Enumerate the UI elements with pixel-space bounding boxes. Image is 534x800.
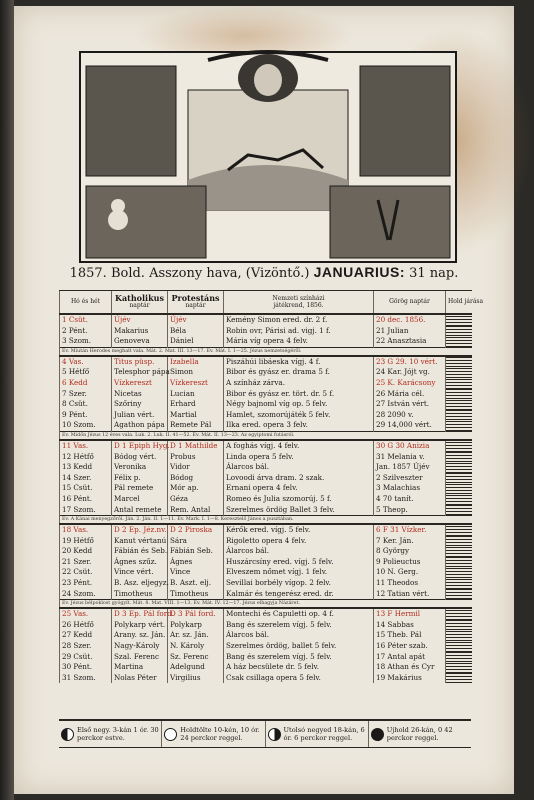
greek-calendar-cell: 2 Szilveszter — [374, 473, 446, 484]
calendar-day-row — [60, 378, 472, 389]
book-spine — [0, 0, 14, 800]
day-cell: 1 Csüt. — [60, 314, 112, 326]
moon-ornament-cell — [446, 483, 472, 494]
catholic-saint-cell: Marcel — [112, 494, 168, 505]
moon-ornament-cell — [446, 494, 472, 505]
moon-ornament-cell — [446, 356, 472, 368]
greek-calendar-cell: 15 Theb. Pál — [374, 630, 446, 641]
moon-ornament-cell — [446, 452, 472, 463]
protestant-saint-cell: Sára — [168, 536, 224, 547]
catholic-saint-cell: D 1 Epiph Hyg. — [112, 440, 168, 452]
theatre-programme-cell: Ernani opera 4 felv. — [224, 483, 374, 494]
greek-calendar-cell: 9 Polieuctus — [374, 557, 446, 568]
protestant-saint-cell: Polykarp — [168, 620, 224, 631]
calendar-table — [59, 290, 484, 683]
catholic-saint-cell: Polykarp vért. — [112, 620, 168, 631]
full-moon — [161, 721, 264, 747]
day-cell: 29 Csüt. — [60, 652, 112, 663]
greek-calendar-cell: 13 F Hermil — [374, 608, 446, 620]
gospel-verse-row — [60, 431, 472, 440]
catholic-saint-cell: D 3 Ep. Pál ford. — [112, 608, 168, 620]
day-cell: 31 Szom. — [60, 673, 112, 684]
col-theatre: Nemzeti színházi játékrend, 1856. — [224, 291, 374, 315]
greek-calendar-cell: 28 2090 v. — [374, 410, 446, 421]
greek-calendar-cell: 24 Kar. Jójt vg. — [374, 367, 446, 378]
day-cell: 6 Kedd — [60, 378, 112, 389]
protestant-saint-cell: Adelgund — [168, 662, 224, 673]
moon-ornament-cell — [446, 673, 472, 684]
calendar-day-row — [60, 536, 472, 547]
greek-calendar-cell: 7 Ker. Ján. — [374, 536, 446, 547]
protestant-saint-cell: Probus — [168, 452, 224, 463]
catholic-saint-cell: Nagy-Károly — [112, 641, 168, 652]
new-moon-icon — [371, 728, 384, 741]
day-cell: 16 Pént. — [60, 494, 112, 505]
first-quarter — [59, 721, 161, 747]
winter-engraving-illustration — [78, 50, 458, 264]
greek-calendar-cell: 21 Julian — [374, 326, 446, 337]
protestant-saint-cell: Vince — [168, 567, 224, 578]
calendar-day-row — [60, 389, 472, 400]
first-quarter-moon-icon — [61, 728, 74, 741]
col-moon: Hold járása — [446, 291, 472, 315]
last-quarter — [265, 721, 368, 747]
theatre-programme-cell: Montechi és Capuletti op. 4 f. — [224, 608, 374, 620]
moon-ornament-cell — [446, 420, 472, 431]
moon-ornament-cell — [446, 399, 472, 410]
moon-ornament-cell — [446, 641, 472, 652]
calendar-day-row — [60, 608, 472, 620]
greek-calendar-cell: 17 Antal apát — [374, 652, 446, 663]
day-cell: 2 Pént. — [60, 326, 112, 337]
greek-calendar-cell: 22 Anasztasia — [374, 336, 446, 347]
catholic-saint-cell: Nolas Péter — [112, 673, 168, 684]
greek-calendar-cell: 29 14,000 vért. — [374, 420, 446, 431]
theatre-programme-cell: Kemény Simon ered. dr. 2 f. — [224, 314, 374, 326]
catholic-saint-cell: Telesphor pápa — [112, 367, 168, 378]
day-cell: 5 Hétfő — [60, 367, 112, 378]
catholic-saint-cell: B. Asz. eljegyz. — [112, 578, 168, 589]
full-moon-icon — [164, 728, 177, 741]
protestant-saint-cell: Martial — [168, 410, 224, 421]
gospel-verse-text: Ev. Midőn Jézus 12 éves vala. Luk. 2. Luk. II. 41—52. Ev. Mát. II. 13—23. Az egyiptomi futásról. — [60, 431, 472, 440]
greek-calendar-cell: 26 Mária cél. — [374, 389, 446, 400]
gospel-verse-text: Ev. A Kánai menyegzőről. Ján. 2. Ján. II. 1—11. Ev. Mark. I. 1—8. Keresztelő János a pusztában. — [60, 516, 472, 525]
calendar-day-row — [60, 326, 472, 337]
catholic-saint-cell: Julian vért. — [112, 410, 168, 421]
theatre-programme-cell: Álarcos bál. — [224, 546, 374, 557]
day-cell: 20 Kedd — [60, 546, 112, 557]
catholic-saint-cell: Vince vért. — [112, 567, 168, 578]
calendar-day-row — [60, 452, 472, 463]
calendar-day-row — [60, 399, 472, 410]
calendar-day-row — [60, 462, 472, 473]
greek-calendar-cell: 31 Melania v. — [374, 452, 446, 463]
moon-ornament-cell — [446, 440, 472, 452]
moon-ornament-cell — [446, 546, 472, 557]
full-moon-text: Holdtölte 10-kén, 10 ór. 24 perckor reggel. — [180, 726, 260, 742]
day-cell: 13 Kedd — [60, 462, 112, 473]
protestant-saint-cell: D 3 Pál ford. — [168, 608, 224, 620]
month-heading — [14, 264, 514, 284]
theatre-programme-cell: Ilka ered. opera 3 felv. — [224, 420, 374, 431]
gospel-verse-text: Ev. Miután Herodes meghalt vala. Mát. 2. Mat. III. 13—17. Ev. Mát. I. 1—25. Jézus nemzetségéről. — [60, 347, 472, 356]
moon-ornament-cell — [446, 536, 472, 547]
col-catholic: Katholikus naptár — [112, 291, 168, 315]
theatre-programme-cell: A foghás vígj. 4 felv. — [224, 440, 374, 452]
calendar-day-row — [60, 483, 472, 494]
protestant-saint-cell: B. Aszt. elj. — [168, 578, 224, 589]
day-cell: 10 Szom. — [60, 420, 112, 431]
table-header — [60, 291, 472, 315]
catholic-saint-cell: Genoveva — [112, 336, 168, 347]
day-cell: 4 Vas. — [60, 356, 112, 368]
theatre-programme-cell: Bibor és gyász er. tört. dr. 5 f. — [224, 389, 374, 400]
moon-phase-footer — [59, 719, 471, 748]
catholic-saint-cell: Pál remete — [112, 483, 168, 494]
protestant-saint-cell: Fábián Seb. — [168, 546, 224, 557]
theatre-programme-cell: Elveszem nőmet vígj. 1 felv. — [224, 567, 374, 578]
day-cell: 19 Hétfő — [60, 536, 112, 547]
greek-calendar-cell: 23 G 29. 10 vért. — [374, 356, 446, 368]
protestant-saint-cell: Erhard — [168, 399, 224, 410]
day-cell: 23 Pént. — [60, 578, 112, 589]
day-cell: 14 Szer. — [60, 473, 112, 484]
protestant-saint-cell: Bódog — [168, 473, 224, 484]
col-week: Hó és hét — [60, 291, 112, 315]
moon-ornament-cell — [446, 336, 472, 347]
protestant-saint-cell: Timotheus — [168, 589, 224, 600]
day-cell: 12 Hétfő — [60, 452, 112, 463]
protestant-saint-cell: D 1 Mathilde — [168, 440, 224, 452]
year-title: 1857. Bold. Asszony hava, (Vizöntő.) — [69, 266, 310, 281]
theatre-programme-cell: Bang és szerelem vígj. 5 felv. — [224, 652, 374, 663]
moon-ornament-cell — [446, 589, 472, 600]
day-cell: 15 Csüt. — [60, 483, 112, 494]
moon-ornament-cell — [446, 630, 472, 641]
theatre-programme-cell: Szerelmes ördög, ballet 5 felv. — [224, 641, 374, 652]
calendar-day-row — [60, 578, 472, 589]
theatre-programme-cell: Szerelmes ördög Ballet 3 felv. — [224, 505, 374, 516]
moon-ornament-cell — [446, 389, 472, 400]
calendar-day-row — [60, 440, 472, 452]
day-cell: 7 Szer. — [60, 389, 112, 400]
greek-calendar-cell: 5 Theop. — [374, 505, 446, 516]
moon-ornament-cell — [446, 567, 472, 578]
theatre-programme-cell: Kérők ered. vígj. 5 felv. — [224, 524, 374, 536]
gospel-verse-row — [60, 516, 472, 525]
theatre-programme-cell: Lovoodi árva dram. 2 szak. — [224, 473, 374, 484]
greek-calendar-cell: Jan. 1857 Újév — [374, 462, 446, 473]
catholic-saint-cell: Szőriny — [112, 399, 168, 410]
catholic-saint-cell: Veronika — [112, 462, 168, 473]
protestant-saint-cell: Vízkereszt — [168, 378, 224, 389]
protestant-saint-cell: Géza — [168, 494, 224, 505]
moon-ornament-cell — [446, 652, 472, 663]
month-title: JANUARIUS: — [313, 264, 405, 280]
gospel-verse-row — [60, 600, 472, 609]
catholic-saint-cell: Makarius — [112, 326, 168, 337]
theatre-programme-cell: A színház zárva. — [224, 378, 374, 389]
gospel-verse-row — [60, 347, 472, 356]
col-protestant: Protestáns naptár — [168, 291, 224, 315]
catholic-saint-cell: Ágnes szűz. — [112, 557, 168, 568]
moon-ornament-cell — [446, 608, 472, 620]
greek-calendar-cell: 11 Theodos — [374, 578, 446, 589]
greek-calendar-cell: 18 Athan és Cyr — [374, 662, 446, 673]
day-cell: 30 Pént. — [60, 662, 112, 673]
greek-calendar-cell: 30 G 30 Anizia — [374, 440, 446, 452]
new-moon-text: Ujhold 26-kán, 0 42 perckor reggel. — [386, 726, 453, 742]
calendar-day-row — [60, 336, 472, 347]
greek-calendar-cell: 27 István vért. — [374, 399, 446, 410]
moon-ornament-cell — [446, 410, 472, 421]
catholic-saint-cell: Vízkereszt — [112, 378, 168, 389]
calendar-day-row — [60, 567, 472, 578]
day-cell: 8 Csüt. — [60, 399, 112, 410]
theatre-programme-cell: Bang és szerelem vígj. 5 felv. — [224, 620, 374, 631]
calendar-day-row — [60, 420, 472, 431]
catholic-saint-cell: Antal remete — [112, 505, 168, 516]
col-greek: Görög naptár — [374, 291, 446, 315]
protestant-saint-cell: Rem. Antal — [168, 505, 224, 516]
calendar-day-row — [60, 546, 472, 557]
protestant-saint-cell: Virgilius — [168, 673, 224, 684]
calendar-day-row — [60, 673, 472, 684]
greek-calendar-cell: 16 Péter szab. — [374, 641, 446, 652]
catholic-saint-cell: Agathon pápa — [112, 420, 168, 431]
protestant-saint-cell: Vidor — [168, 462, 224, 473]
calendar-day-row — [60, 494, 472, 505]
day-cell: 25 Vas. — [60, 608, 112, 620]
last-quarter-text: Utolsó negyed 18-kán, 6 ór. 6 perckor reggel. — [283, 726, 365, 742]
calendar-day-row — [60, 662, 472, 673]
theatre-programme-cell: Négy bajnoml víg op. 5 felv. — [224, 399, 374, 410]
theatre-programme-cell: A ház becsülete dr. 5 felv. — [224, 662, 374, 673]
calendar-day-row — [60, 410, 472, 421]
days-count: 31 nap. — [409, 266, 459, 281]
day-cell: 17 Szom. — [60, 505, 112, 516]
day-cell: 27 Kedd — [60, 630, 112, 641]
catholic-saint-cell: Bódog vért. — [112, 452, 168, 463]
day-cell: 3 Szom. — [60, 336, 112, 347]
day-cell: 11 Vas. — [60, 440, 112, 452]
theatre-programme-cell: Robin ovr, Párisi ad. vigj. 1 f. — [224, 326, 374, 337]
calendar-day-row — [60, 367, 472, 378]
protestant-saint-cell: N. Károly — [168, 641, 224, 652]
theatre-programme-cell: Rigoletto opera 4 felv. — [224, 536, 374, 547]
catholic-saint-cell: Titus püsp. — [112, 356, 168, 368]
greek-calendar-cell: 19 Makárius — [374, 673, 446, 684]
protestant-saint-cell: Mór ap. — [168, 483, 224, 494]
theatre-programme-cell: Csak csillaga opera 5 felv. — [224, 673, 374, 684]
moon-ornament-cell — [446, 462, 472, 473]
protestant-saint-cell: Béla — [168, 326, 224, 337]
calendar-day-row — [60, 652, 472, 663]
protestant-saint-cell: Izabella — [168, 356, 224, 368]
calendar-day-row — [60, 641, 472, 652]
calendar-day-row — [60, 557, 472, 568]
catholic-saint-cell: Fábián és Seb. — [112, 546, 168, 557]
calendar-day-row — [60, 620, 472, 631]
catholic-saint-cell: Martina — [112, 662, 168, 673]
moon-ornament-cell — [446, 557, 472, 568]
theatre-programme-cell: Kalmár és tengerész ered. dr. — [224, 589, 374, 600]
catholic-saint-cell: Nicetas — [112, 389, 168, 400]
protestant-saint-cell: Lucian — [168, 389, 224, 400]
theatre-programme-cell: Álarcos bál. — [224, 630, 374, 641]
catholic-saint-cell: D 2 Ep. Jéz.nv. — [112, 524, 168, 536]
moon-ornament-cell — [446, 314, 472, 326]
greek-calendar-cell: 12 Tatian vért. — [374, 589, 446, 600]
theatre-programme-cell: Piszáhúi libáeska vígj. 4 f. — [224, 356, 374, 368]
day-cell: 9 Pént. — [60, 410, 112, 421]
almanac-page — [14, 6, 514, 794]
protestant-saint-cell: Újév — [168, 314, 224, 326]
calendar-day-row — [60, 356, 472, 368]
theatre-programme-cell: Linda opera 5 felv. — [224, 452, 374, 463]
calendar-day-row — [60, 505, 472, 516]
theatre-programme-cell: Romeo és Julia szomorúj. 5 f. — [224, 494, 374, 505]
moon-ornament-cell — [446, 378, 472, 389]
calendar-day-row — [60, 473, 472, 484]
day-cell: 26 Hétfő — [60, 620, 112, 631]
greek-calendar-cell: 25 K. Karácsony — [374, 378, 446, 389]
calendar-day-row — [60, 630, 472, 641]
greek-calendar-cell: 10 N. Gerg. — [374, 567, 446, 578]
catholic-saint-cell: Félix p. — [112, 473, 168, 484]
protestant-saint-cell: Sz. Ferenc — [168, 652, 224, 663]
catholic-saint-cell: Arany. sz. Ján. — [112, 630, 168, 641]
protestant-saint-cell: Simon — [168, 367, 224, 378]
last-quarter-moon-icon — [268, 728, 281, 741]
calendar-day-row — [60, 589, 472, 600]
moon-ornament-cell — [446, 326, 472, 337]
gospel-verse-text: Ev. Jézus bélpoklost gyógyít. Mát. 8. Mat. VIII. 1—13. Ev. Mát. IV. 12—17. Jézus elhagyja Názáret. — [60, 600, 472, 609]
catholic-saint-cell: Újév — [112, 314, 168, 326]
moon-ornament-cell — [446, 524, 472, 536]
calendar-day-row — [60, 524, 472, 536]
moon-ornament-cell — [446, 367, 472, 378]
day-cell: 22 Csüt. — [60, 567, 112, 578]
protestant-saint-cell: Ar. sz. Ján. — [168, 630, 224, 641]
theatre-programme-cell: Huszárcsíny ered. vígj. 5 felv. — [224, 557, 374, 568]
theatre-programme-cell: Hamlet, szomorújáték 5 felv. — [224, 410, 374, 421]
greek-calendar-cell: 14 Sabbas — [374, 620, 446, 631]
new-moon — [368, 721, 471, 747]
theatre-programme-cell: Bibor és gyász er. drama 5 f. — [224, 367, 374, 378]
day-cell: 24 Szom. — [60, 589, 112, 600]
day-cell: 28 Szer. — [60, 641, 112, 652]
theatre-programme-cell: Mária víg opera 4 felv. — [224, 336, 374, 347]
moon-ornament-cell — [446, 578, 472, 589]
moon-ornament-cell — [446, 473, 472, 484]
theatre-programme-cell: Sevillai borbély vígop. 2 felv. — [224, 578, 374, 589]
catholic-saint-cell: Timotheus — [112, 589, 168, 600]
calendar-day-row — [60, 314, 472, 326]
catholic-saint-cell: Szal. Ferenc — [112, 652, 168, 663]
moon-ornament-cell — [446, 620, 472, 631]
protestant-saint-cell: Ágnes — [168, 557, 224, 568]
catholic-saint-cell: Kanut vértanú — [112, 536, 168, 547]
greek-calendar-cell: 4 70 tanít. — [374, 494, 446, 505]
day-cell: 21 Szer. — [60, 557, 112, 568]
protestant-saint-cell: D 2 Piroska — [168, 524, 224, 536]
theatre-programme-cell: Álarcos bál. — [224, 462, 374, 473]
protestant-saint-cell: Remete Pál — [168, 420, 224, 431]
first-quarter-text: Első negy. 3-kán 1 ór. 30 perckor estve. — [77, 726, 159, 742]
day-cell: 18 Vas. — [60, 524, 112, 536]
greek-calendar-cell: 8 György — [374, 546, 446, 557]
greek-calendar-cell: 20 dec. 1856. — [374, 314, 446, 326]
moon-ornament-cell — [446, 662, 472, 673]
greek-calendar-cell: 6 F 31 Vízker. — [374, 524, 446, 536]
protestant-saint-cell: Dániel — [168, 336, 224, 347]
greek-calendar-cell: 3 Malachias — [374, 483, 446, 494]
moon-ornament-cell — [446, 505, 472, 516]
